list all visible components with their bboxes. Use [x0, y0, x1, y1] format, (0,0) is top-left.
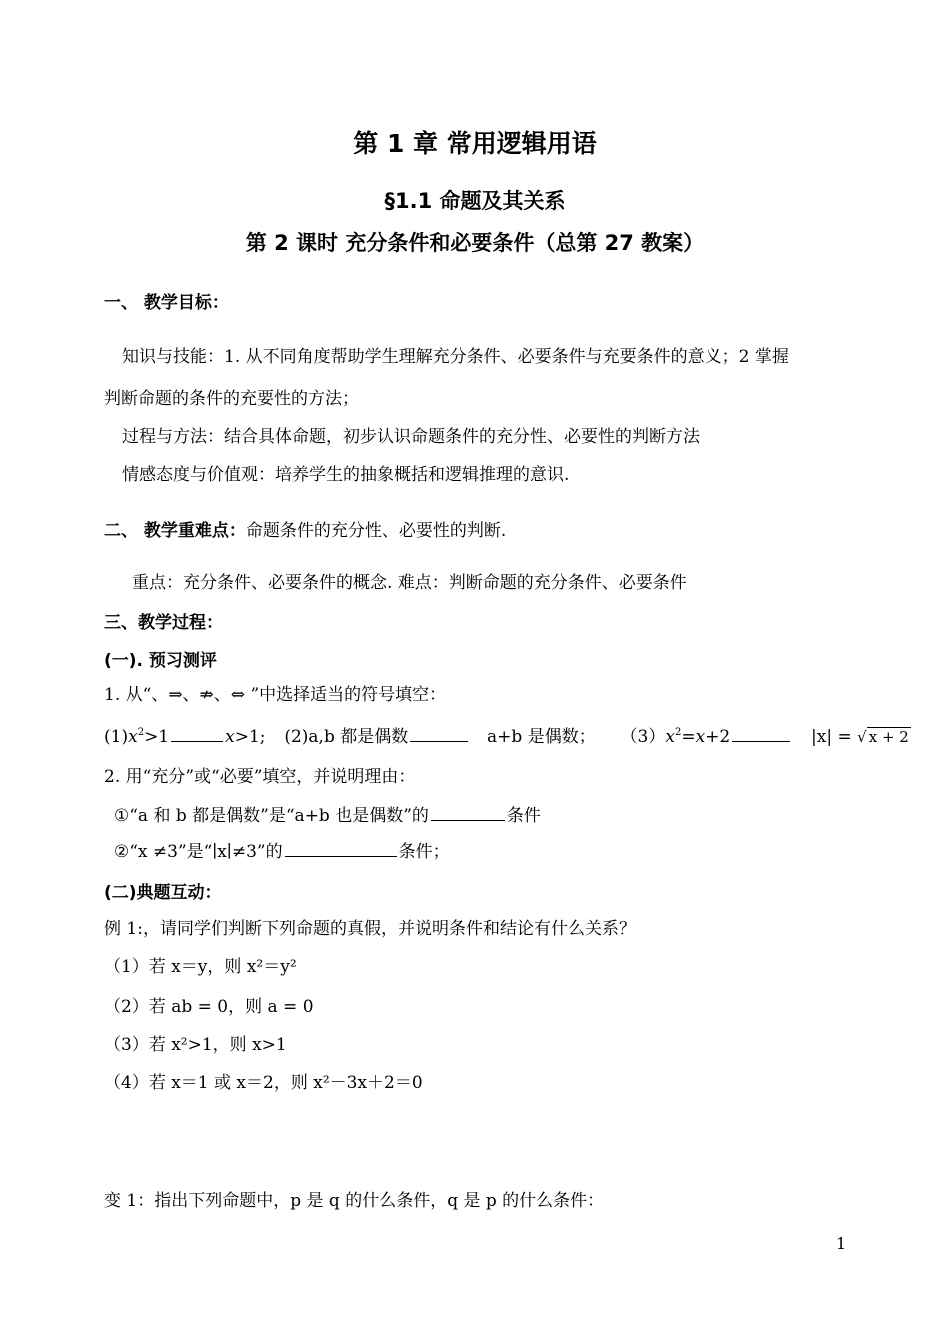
sub1-heading: (一). 预习测评 [104, 651, 217, 671]
q2-1-text: ①“a 和 b 都是偶数”是“a+b 也是偶数”的 [114, 806, 429, 826]
chapter-title: 第 1 章 常用逻辑用语 [353, 129, 597, 158]
question2-item2 [114, 840, 450, 863]
part2-heading-rest: 命题条件的充分性、必要性的判断. [245, 521, 507, 541]
question2: 2. 用“充分”或“必要”填空，并说明理由： [104, 767, 416, 787]
variation1: 变 1：指出下列命题中，p 是 q 的什么条件，q 是 p 的什么条件： [104, 1191, 605, 1211]
q1-a-mid: >1 [144, 727, 170, 747]
q1-a-end: >1; [234, 727, 266, 747]
example1-item1: （1）若 x＝y，则 x²＝y² [104, 957, 297, 977]
section-title: §1.1 命题及其关系 [384, 189, 566, 213]
q1-a-var: x [128, 727, 138, 747]
sqrt-radicand: x + 2 [868, 728, 909, 746]
q1-c-abs: |x| = [811, 727, 852, 747]
q2-1-blank[interactable] [431, 804, 505, 821]
q1-c-eq: = [681, 727, 696, 747]
sqrt-expression: √ x + 2 [857, 728, 909, 746]
knowledge-line2: 判断命题的条件的充要性的方法； [104, 389, 359, 409]
question1: 1. 从“、⇒、⇏、⇔ ”中选择适当的符号填空： [104, 685, 447, 705]
question1-items [104, 722, 911, 748]
part2-heading-line [104, 520, 506, 542]
knowledge-line1: 知识与技能：1. 从不同角度帮助学生理解充分条件、必要条件与充要条件的意义；2 掌握 [122, 347, 789, 367]
page-number: 1 [836, 1234, 847, 1253]
q2-2-blank[interactable] [285, 840, 397, 857]
part1-heading: 一、 教学目标： [104, 293, 229, 313]
q2-2-end: 条件； [398, 842, 450, 862]
part3-heading: 三、教学过程： [104, 613, 223, 633]
q1-c-var: x [665, 727, 675, 747]
q1-c-blank[interactable] [732, 725, 790, 742]
example1-item4: （4）若 x＝1 或 x＝2，则 x²－3x＋2＝0 [104, 1073, 423, 1093]
example1-item2: （2）若 ab = 0，则 a = 0 [104, 997, 314, 1017]
q1-c-label: （3） [620, 727, 666, 747]
q1-a-var2: x [225, 727, 235, 747]
part2-heading: 二、 教学重难点： [104, 521, 246, 541]
q1-a-blank[interactable] [171, 725, 223, 742]
q1-b-end: a+b 是偶数； [487, 727, 596, 747]
q1-a-exp: 2 [137, 727, 145, 738]
q1-c-var2: x [695, 727, 706, 747]
example1-item3: （3）若 x²>1，则 x>1 [104, 1035, 287, 1055]
q1-b-blank[interactable] [410, 725, 468, 742]
key-points: 重点：充分条件、必要条件的概念. 难点：判断命题的充分条件、必要条件 [132, 573, 687, 593]
q1-a-label: (1) [104, 727, 129, 747]
example1: 例 1:，请同学们判断下列命题的真假，并说明条件和结论有什么关系？ [104, 919, 636, 939]
lesson-title: 第 2 课时 充分条件和必要条件（总第 27 教案） [245, 231, 705, 255]
emotion-line: 情感态度与价值观：培养学生的抽象概括和逻辑推理的意识. [122, 465, 570, 485]
q1-b-text: (2)a,b 都是偶数 [284, 727, 409, 747]
question2-item1 [114, 804, 541, 827]
q2-2-text: ②“x ≠3”是“∣x∣≠3”的 [114, 842, 283, 862]
sub2-heading: (二)典题互动： [104, 883, 222, 903]
q1-c-exp: 2 [674, 727, 682, 738]
q1-c-rest: +2 [705, 727, 731, 747]
process-line: 过程与方法：结合具体命题，初步认识命题条件的充分性、必要性的判断方法 [122, 427, 700, 447]
q2-1-end: 条件 [506, 806, 541, 826]
